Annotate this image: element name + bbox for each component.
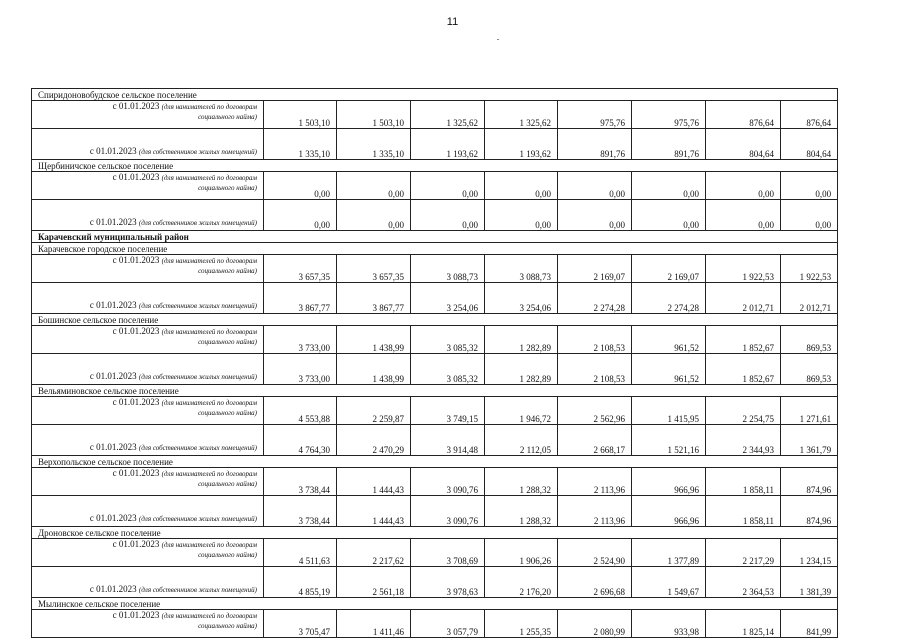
row-label-line1 [38,172,257,183]
table-cell: 3 090,76 [411,468,485,496]
row-date: с 01.01.2023 [112,468,160,478]
table-row [32,610,838,638]
section-header-row [32,314,838,326]
table-row [32,354,838,385]
row-date: с 01.01.2023 [89,146,137,156]
table-row [32,397,838,425]
row-date: с 01.01.2023 [112,101,160,111]
table-cell: 0,00 [706,200,781,231]
table-cell: 1 193,62 [485,129,558,160]
table-cell: 2 668,17 [558,425,632,456]
row-note: (для нанимателей по договорам [161,103,257,111]
row-label-line1 [38,610,257,621]
row-note-line2: социального найма) [198,551,257,559]
row-date: с 01.01.2023 [112,326,160,336]
table-cell: 4 855,19 [264,567,337,598]
row-note: (для нанимателей по договорам [161,328,257,336]
table-cell: 3 088,73 [485,255,558,283]
table-cell: 1 825,14 [706,610,781,638]
scan-speck [497,39,499,40]
row-label [32,129,264,160]
tariff-table [31,88,838,638]
table-row [32,326,838,354]
section-title: Бошинское сельское поселение [32,314,838,326]
row-note-line2: социального найма) [198,480,257,488]
table-cell: 3 090,76 [411,496,485,527]
table-cell: 0,00 [781,172,838,200]
table-cell: 975,76 [558,101,632,129]
table-cell: 869,53 [781,326,838,354]
table-cell: 3 085,32 [411,354,485,385]
table-cell: 1 444,43 [337,468,411,496]
row-note: (для собственников жилых помещений) [138,586,257,594]
table-cell: 3 705,47 [264,610,337,638]
table-cell: 2 364,53 [706,567,781,598]
table-cell: 1 415,95 [632,397,706,425]
row-note: (для нанимателей по договорам [161,399,257,407]
table-cell: 1 335,10 [264,129,337,160]
row-note: (для нанимателей по договорам [161,470,257,478]
table-cell: 891,76 [558,129,632,160]
table-cell: 2 080,99 [558,610,632,638]
section-title: Верхопольское сельское поселение [32,456,838,468]
table-row [32,425,838,456]
row-note: (для собственников жилых помещений) [138,219,257,227]
table-cell: 2 562,96 [558,397,632,425]
table-cell: 3 914,48 [411,425,485,456]
section-title: Щербиничское сельское поселение [32,160,838,172]
row-note: (для нанимателей по договорам [161,541,257,549]
table-cell: 0,00 [411,200,485,231]
table-cell: 2 274,28 [632,283,706,314]
section-title: Карачевский муниципальный район [32,231,838,243]
table-cell: 891,76 [632,129,706,160]
row-label [32,101,264,129]
table-cell: 1 271,61 [781,397,838,425]
row-label [32,200,264,231]
table-cell: 2 113,96 [558,468,632,496]
row-label [32,172,264,200]
table-cell: 961,52 [632,354,706,385]
row-date: с 01.01.2023 [89,584,137,594]
table-cell: 1 922,53 [706,255,781,283]
table-cell: 3 733,00 [264,326,337,354]
table-cell: 1 288,32 [485,496,558,527]
row-note-line2: социального найма) [198,267,257,275]
section-header-row [32,231,838,243]
page-number: 11 [446,16,459,28]
table-cell: 1 852,67 [706,354,781,385]
section-header-row [32,456,838,468]
table-cell: 1 411,46 [337,610,411,638]
table-cell: 3 057,79 [411,610,485,638]
table-cell: 3 254,06 [411,283,485,314]
table-cell: 2 217,29 [706,539,781,567]
table-cell: 1 234,15 [781,539,838,567]
table-cell: 1 521,16 [632,425,706,456]
table-cell: 2 012,71 [781,283,838,314]
table-cell: 2 696,68 [558,567,632,598]
table-row [32,200,838,231]
table-cell: 2 169,07 [558,255,632,283]
row-date: с 01.01.2023 [112,172,160,182]
table-cell: 933,98 [632,610,706,638]
table-cell: 2 470,29 [337,425,411,456]
table-cell: 2 561,18 [337,567,411,598]
section-title: Мылинское сельское поселение [32,598,838,610]
table-cell: 2 012,71 [706,283,781,314]
table-cell: 1 444,43 [337,496,411,527]
table-cell: 0,00 [264,172,337,200]
table-cell: 869,53 [781,354,838,385]
table-cell: 1 361,79 [781,425,838,456]
row-label-line1 [38,468,257,479]
row-date: с 01.01.2023 [89,300,137,310]
table-cell: 0,00 [706,172,781,200]
table-row [32,283,838,314]
table-cell: 2 524,90 [558,539,632,567]
table-cell: 876,64 [706,101,781,129]
row-label [32,354,264,385]
table-cell: 3 657,35 [264,255,337,283]
row-label-line1 [38,326,257,337]
table-cell: 1 335,10 [337,129,411,160]
table-row [32,539,838,567]
row-label [32,496,264,527]
row-label [32,326,264,354]
table-cell: 1 946,72 [485,397,558,425]
section-header-row [32,598,838,610]
table-row [32,567,838,598]
table-cell: 1 377,89 [632,539,706,567]
table-cell: 3 738,44 [264,496,337,527]
row-note-line2: социального найма) [198,622,257,630]
table-cell: 0,00 [632,200,706,231]
table-cell: 0,00 [337,200,411,231]
table-cell: 2 108,53 [558,326,632,354]
section-header-row [32,385,838,397]
table-cell: 1 193,62 [411,129,485,160]
row-date: с 01.01.2023 [112,255,160,265]
table-cell: 804,64 [706,129,781,160]
section-header-row [32,527,838,539]
row-date: с 01.01.2023 [112,397,160,407]
table-cell: 2 176,20 [485,567,558,598]
row-note: (для собственников жилых помещений) [138,373,257,381]
row-note: (для собственников жилых помещений) [138,515,257,523]
row-note-line2: социального найма) [198,409,257,417]
table-cell: 2 108,53 [558,354,632,385]
table-cell: 0,00 [558,172,632,200]
table-cell: 2 344,93 [706,425,781,456]
row-note-line2: социального найма) [198,113,257,121]
section-title: Дроновское сельское поселение [32,527,838,539]
row-label-line1 [38,101,257,112]
table-cell: 4 511,63 [264,539,337,567]
row-label [32,567,264,598]
table-cell: 2 254,75 [706,397,781,425]
table-cell: 1 549,67 [632,567,706,598]
table-cell: 1 381,39 [781,567,838,598]
row-date: с 01.01.2023 [112,539,160,549]
row-note: (для собственников жилых помещений) [138,302,257,310]
table-cell: 3 254,06 [485,283,558,314]
row-label [32,425,264,456]
table-cell: 1 852,67 [706,326,781,354]
table-row [32,468,838,496]
table-cell: 1 282,89 [485,326,558,354]
table-row [32,101,838,129]
table-cell: 2 112,05 [485,425,558,456]
table-cell: 3 708,69 [411,539,485,567]
row-label [32,283,264,314]
table-cell: 1 255,35 [485,610,558,638]
table-cell: 1 858,11 [706,496,781,527]
row-date: с 01.01.2023 [89,442,137,452]
row-label-line1 [38,397,257,408]
table-cell: 1 288,32 [485,468,558,496]
table-cell: 966,96 [632,496,706,527]
table-row [32,172,838,200]
table-cell: 841,99 [781,610,838,638]
table-cell: 3 749,15 [411,397,485,425]
section-header-row [32,160,838,172]
table-cell: 3 978,63 [411,567,485,598]
section-header-row [32,89,838,101]
table-cell: 4 553,88 [264,397,337,425]
section-title: Спиридоновобудское сельское поселение [32,89,838,101]
row-label [32,539,264,567]
row-note: (для нанимателей по договорам [161,612,257,620]
table-cell: 1 325,62 [411,101,485,129]
table-cell: 0,00 [781,200,838,231]
row-label [32,468,264,496]
table-cell: 3 085,32 [411,326,485,354]
row-date: с 01.01.2023 [89,513,137,523]
table-cell: 961,52 [632,326,706,354]
row-label [32,610,264,638]
table-cell: 4 764,30 [264,425,337,456]
table-cell: 0,00 [485,172,558,200]
row-note: (для нанимателей по договорам [161,174,257,182]
section-title: Вельяминовское сельское поселение [32,385,838,397]
section-header-row [32,243,838,255]
row-note: (для собственников жилых помещений) [138,148,257,156]
row-label [32,255,264,283]
table-cell: 2 274,28 [558,283,632,314]
table-cell: 3 657,35 [337,255,411,283]
row-date: с 01.01.2023 [112,610,160,620]
row-note: (для собственников жилых помещений) [138,444,257,452]
table-cell: 1 503,10 [264,101,337,129]
table-cell: 0,00 [337,172,411,200]
table-cell: 3 733,00 [264,354,337,385]
table-cell: 2 217,62 [337,539,411,567]
table-cell: 966,96 [632,468,706,496]
table-cell: 1 906,26 [485,539,558,567]
table-cell: 0,00 [632,172,706,200]
table-cell: 1 325,62 [485,101,558,129]
table-cell: 1 282,89 [485,354,558,385]
table-cell: 3 088,73 [411,255,485,283]
table-cell: 0,00 [485,200,558,231]
table-cell: 975,76 [632,101,706,129]
table-cell: 874,96 [781,496,838,527]
row-label-line1 [38,539,257,550]
table-row [32,255,838,283]
table-cell: 2 113,96 [558,496,632,527]
table-cell: 1 438,99 [337,354,411,385]
table-cell: 0,00 [558,200,632,231]
table-cell: 1 438,99 [337,326,411,354]
row-label-line1 [38,255,257,266]
table-cell: 0,00 [264,200,337,231]
row-date: с 01.01.2023 [89,371,137,381]
row-label [32,397,264,425]
table-cell: 874,96 [781,468,838,496]
row-note-line2: социального найма) [198,338,257,346]
table-row [32,129,838,160]
table-row [32,496,838,527]
table-cell: 1 503,10 [337,101,411,129]
table-cell: 1 922,53 [781,255,838,283]
row-note-line2: социального найма) [198,184,257,192]
section-title: Карачевское городское поселение [32,243,838,255]
row-date: с 01.01.2023 [89,217,137,227]
table-cell: 3 738,44 [264,468,337,496]
table-cell: 3 867,77 [264,283,337,314]
table-cell: 2 169,07 [632,255,706,283]
table-cell: 804,64 [781,129,838,160]
tariff-table-body [32,89,838,638]
table-cell: 3 867,77 [337,283,411,314]
table-cell: 0,00 [411,172,485,200]
row-note: (для нанимателей по договорам [161,257,257,265]
table-cell: 876,64 [781,101,838,129]
table-cell: 2 259,87 [337,397,411,425]
table-cell: 1 858,11 [706,468,781,496]
